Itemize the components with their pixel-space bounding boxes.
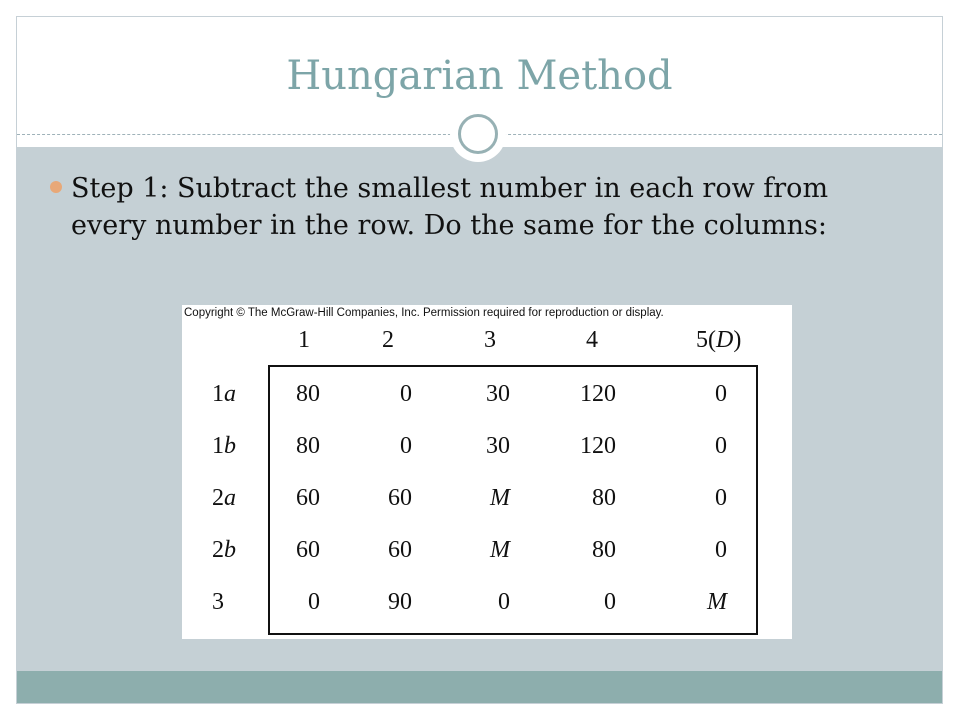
column-header-1: 1 xyxy=(298,327,310,353)
table-cell: 0 xyxy=(715,433,727,459)
bullet-text: Step 1: Subtract the smallest number in each row from every number in the row. Do the same for the columns: xyxy=(71,173,829,241)
row-header-1b: 1b xyxy=(212,433,236,459)
table-cell: 80 xyxy=(592,537,616,563)
copyright-notice: Copyright © The McGraw-Hill Companies, Inc. Permission required for reproduction or display. xyxy=(184,307,664,319)
table-cell: M xyxy=(707,589,727,615)
table-cell: 0 xyxy=(715,485,727,511)
circle-ornament-icon xyxy=(450,106,506,162)
table-cell: 120 xyxy=(580,433,616,459)
table-cell: 0 xyxy=(308,589,320,615)
table-cell: 0 xyxy=(400,381,412,407)
table-cell: M xyxy=(490,537,510,563)
slide-title: Hungarian Method xyxy=(286,53,673,99)
table-cell: 90 xyxy=(388,589,412,615)
footer-bar xyxy=(17,671,942,703)
table-cell: 30 xyxy=(486,433,510,459)
table-cell: 30 xyxy=(486,381,510,407)
table-cell: 60 xyxy=(388,537,412,563)
table-cell: 80 xyxy=(296,381,320,407)
row-header-2b: 2b xyxy=(212,537,236,563)
table-cell: 0 xyxy=(715,537,727,563)
row-header-3: 3 xyxy=(212,589,224,615)
table-cell: 0 xyxy=(715,381,727,407)
table-cell: 60 xyxy=(296,537,320,563)
table-cell: M xyxy=(490,485,510,511)
table-cell: 80 xyxy=(296,433,320,459)
table-cell: 80 xyxy=(592,485,616,511)
bullet-dot-icon xyxy=(50,181,62,193)
row-header-2a: 2a xyxy=(212,485,236,511)
table-cell: 0 xyxy=(498,589,510,615)
row-header-1a: 1a xyxy=(212,381,236,407)
table-cell: 0 xyxy=(400,433,412,459)
table-cell: 0 xyxy=(604,589,616,615)
table-cell: 60 xyxy=(388,485,412,511)
column-header-4: 4 xyxy=(586,327,598,353)
column-header-2: 2 xyxy=(382,327,394,353)
table-cell: 60 xyxy=(296,485,320,511)
table-cell: 120 xyxy=(580,381,616,407)
assignment-table-figure xyxy=(182,305,792,639)
column-header-5-dummy: 5(D) xyxy=(696,327,742,353)
column-header-3: 3 xyxy=(484,327,496,353)
